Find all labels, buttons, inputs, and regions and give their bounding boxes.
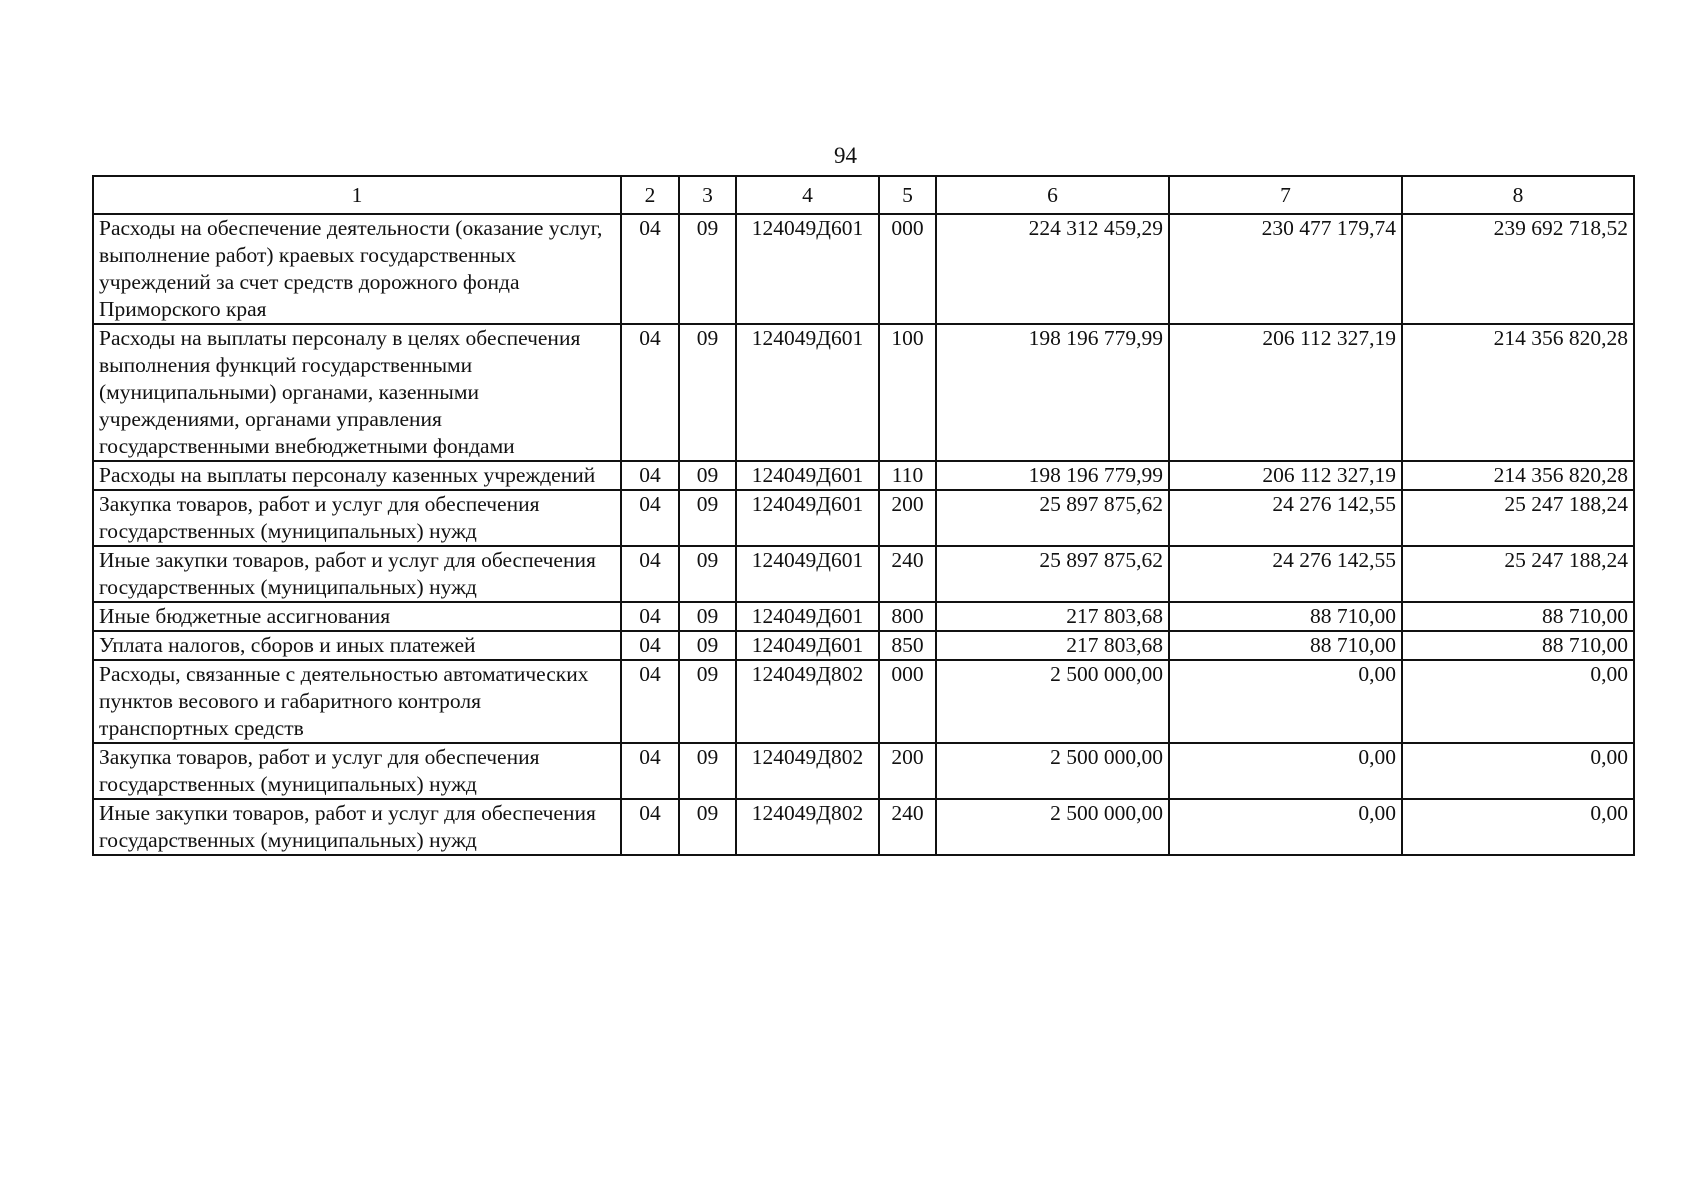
table-row [93, 743, 1634, 799]
target-article-code: 124049Д601 [736, 461, 879, 490]
amount-col-8: 88 710,00 [1402, 631, 1634, 660]
amount-col-8: 25 247 188,24 [1402, 546, 1634, 602]
expense-name: Уплата налогов, сборов и иных платежей [93, 631, 621, 660]
table-row [93, 490, 1634, 546]
amount-col-8: 0,00 [1402, 799, 1634, 855]
amount-col-7: 0,00 [1169, 743, 1402, 799]
section-code: 04 [621, 324, 679, 461]
header-row [93, 176, 1634, 214]
header-col-3: 3 [679, 176, 736, 214]
subsection-code: 09 [679, 461, 736, 490]
amount-col-6: 25 897 875,62 [936, 490, 1169, 546]
amount-col-6: 2 500 000,00 [936, 799, 1169, 855]
table-row [93, 546, 1634, 602]
expense-type-code: 110 [879, 461, 936, 490]
subsection-code: 09 [679, 324, 736, 461]
section-code: 04 [621, 461, 679, 490]
section-code: 04 [621, 799, 679, 855]
amount-col-6: 217 803,68 [936, 631, 1169, 660]
target-article-code: 124049Д802 [736, 660, 879, 743]
expense-type-code: 100 [879, 324, 936, 461]
amount-col-7: 0,00 [1169, 799, 1402, 855]
amount-col-7: 0,00 [1169, 660, 1402, 743]
table-row [93, 324, 1634, 461]
amount-col-8: 214 356 820,28 [1402, 461, 1634, 490]
subsection-code: 09 [679, 214, 736, 324]
target-article-code: 124049Д601 [736, 546, 879, 602]
amount-col-7: 24 276 142,55 [1169, 490, 1402, 546]
amount-col-7: 24 276 142,55 [1169, 546, 1402, 602]
target-article-code: 124049Д802 [736, 799, 879, 855]
expense-name: Закупка товаров, работ и услуг для обеспечения государственных (муниципальных) нужд [93, 743, 621, 799]
expense-name: Расходы на обеспечение деятельности (оказание услуг, выполнение работ) краевых государственных учреждений за счет средств дорожного фонда Приморского края [93, 214, 621, 324]
amount-col-7: 88 710,00 [1169, 602, 1402, 631]
expense-name: Иные закупки товаров, работ и услуг для обеспечения государственных (муниципальных) нужд [93, 546, 621, 602]
section-code: 04 [621, 743, 679, 799]
expense-type-code: 000 [879, 660, 936, 743]
expense-name: Иные закупки товаров, работ и услуг для обеспечения государственных (муниципальных) нужд [93, 799, 621, 855]
amount-col-6: 198 196 779,99 [936, 324, 1169, 461]
amount-col-6: 224 312 459,29 [936, 214, 1169, 324]
header-col-7: 7 [1169, 176, 1402, 214]
expense-name: Закупка товаров, работ и услуг для обеспечения государственных (муниципальных) нужд [93, 490, 621, 546]
page-number: 94 [834, 143, 857, 168]
expense-type-code: 850 [879, 631, 936, 660]
header-col-1: 1 [93, 176, 621, 214]
amount-col-6: 2 500 000,00 [936, 743, 1169, 799]
amount-col-6: 25 897 875,62 [936, 546, 1169, 602]
amount-col-7: 206 112 327,19 [1169, 461, 1402, 490]
expense-type-code: 200 [879, 490, 936, 546]
amount-col-6: 217 803,68 [936, 602, 1169, 631]
table-row [93, 602, 1634, 631]
amount-col-7: 230 477 179,74 [1169, 214, 1402, 324]
table-row [93, 799, 1634, 855]
target-article-code: 124049Д601 [736, 324, 879, 461]
subsection-code: 09 [679, 743, 736, 799]
expense-name: Расходы на выплаты персоналу в целях обеспечения выполнения функций государственными (муниципальными) органами, казенными учреждениями, органами управления государственными внебюджетными фондами [93, 324, 621, 461]
target-article-code: 124049Д601 [736, 214, 879, 324]
target-article-code: 124049Д601 [736, 490, 879, 546]
expense-name: Иные бюджетные ассигнования [93, 602, 621, 631]
header-col-4: 4 [736, 176, 879, 214]
section-code: 04 [621, 631, 679, 660]
amount-col-8: 0,00 [1402, 660, 1634, 743]
subsection-code: 09 [679, 602, 736, 631]
amount-col-6: 198 196 779,99 [936, 461, 1169, 490]
section-code: 04 [621, 602, 679, 631]
target-article-code: 124049Д802 [736, 743, 879, 799]
amount-col-8: 25 247 188,24 [1402, 490, 1634, 546]
expense-type-code: 000 [879, 214, 936, 324]
table-row [93, 461, 1634, 490]
header-col-2: 2 [621, 176, 679, 214]
table-row [93, 214, 1634, 324]
subsection-code: 09 [679, 546, 736, 602]
table-row [93, 631, 1634, 660]
target-article-code: 124049Д601 [736, 602, 879, 631]
expense-name: Расходы, связанные с деятельностью автоматических пунктов весового и габаритного контроля транспортных средств [93, 660, 621, 743]
amount-col-7: 88 710,00 [1169, 631, 1402, 660]
amount-col-7: 206 112 327,19 [1169, 324, 1402, 461]
header-col-5: 5 [879, 176, 936, 214]
header-col-6: 6 [936, 176, 1169, 214]
subsection-code: 09 [679, 660, 736, 743]
budget-table [92, 175, 1635, 856]
amount-col-8: 88 710,00 [1402, 602, 1634, 631]
amount-col-6: 2 500 000,00 [936, 660, 1169, 743]
table-row [93, 660, 1634, 743]
amount-col-8: 0,00 [1402, 743, 1634, 799]
expense-type-code: 240 [879, 546, 936, 602]
section-code: 04 [621, 660, 679, 743]
section-code: 04 [621, 214, 679, 324]
expense-type-code: 800 [879, 602, 936, 631]
target-article-code: 124049Д601 [736, 631, 879, 660]
expense-name: Расходы на выплаты персоналу казенных учреждений [93, 461, 621, 490]
subsection-code: 09 [679, 631, 736, 660]
subsection-code: 09 [679, 799, 736, 855]
subsection-code: 09 [679, 490, 736, 546]
header-col-8: 8 [1402, 176, 1634, 214]
expense-type-code: 200 [879, 743, 936, 799]
section-code: 04 [621, 546, 679, 602]
amount-col-8: 214 356 820,28 [1402, 324, 1634, 461]
expense-type-code: 240 [879, 799, 936, 855]
section-code: 04 [621, 490, 679, 546]
amount-col-8: 239 692 718,52 [1402, 214, 1634, 324]
